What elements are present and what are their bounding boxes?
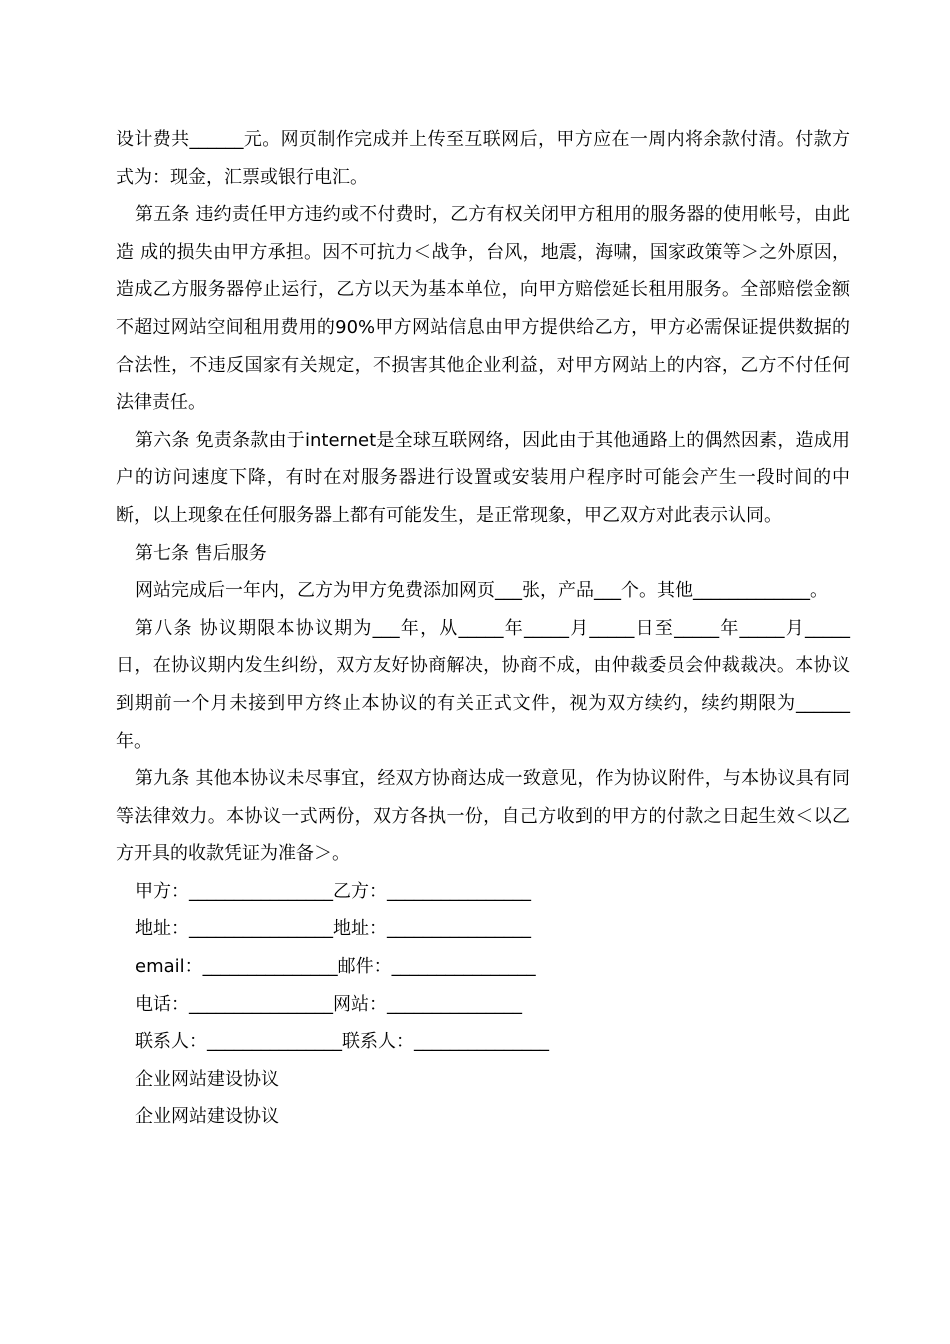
article-8-paragraph: 第八条 协议期限本协议期为___年，从_____年_____月_____日至_____年_____月_____日，在协议期内发生纠纷，双方友好协商解决，协商不成，由仲裁委员会仲裁裁决。本协议到期前一个月未接到甲方终止本协议的有关正式文件，视为双方续约，续约期限为______年。 [116,617,850,752]
article-6-paragraph: 第六条 免责条款由于internet是全球互联网络，因此由于其他通路上的偶然因素，造成用户的访问速度下降，有时在对服务器进行设置或安装用户程序时可能会产生一段时间的中断，以上现象在任何服务器上都有可能发生，是正常现象，甲乙双方对此表示认同。 [116,429,850,526]
address-field-row: 地址：________________地址：________________ [135,918,531,940]
payment-paragraph: 设计费共______元。网页制作完成并上传至互联网后，甲方应在一周内将余款付清。付款方式为：现金，汇票或银行电汇。 [116,129,850,188]
article-7-heading: 第七条 售后服务 [135,542,267,564]
article-5-paragraph: 第五条 违约责任甲方违约或不付费时，乙方有权关闭甲方租用的服务器的使用帐号，由此造 成的损失由甲方承担。因不可抗力＜战争，台风，地震，海啸，国家政策等＞之外原因，造成乙方服务器停止运行，乙方以天为基本单位，向甲方赔偿延长租用服务。全部赔偿金额不超过网站空间租用费用的90%甲方网站信息由甲方提供给乙方，甲方必需保证提供数据的合法性，不违反国家有关规定，不损害其他企业利益，对甲方网站上的内容，乙方不付任何法律责任。 [116,204,850,414]
party-field-row: 甲方：________________乙方：________________ [135,880,531,902]
after-sales-paragraph: 网站完成后一年内，乙方为甲方免费添加网页___张，产品___个。其他_____________。 [135,580,828,602]
contact-field-row: 联系人：_______________联系人：_______________ [135,1031,549,1053]
document-title-repeat: 企业网站建设协议 [135,1106,279,1128]
document-title: 企业网站建设协议 [135,1068,279,1090]
contract-text [116,121,850,1136]
article-9-paragraph: 第九条 其他本协议未尽事宜，经双方协商达成一致意见，作为协议附件，与本协议具有同等法律效力。本协议一式两份，双方各执一份，自己方收到的甲方的付款之日起生效＜以乙方开具的收款凭证为准备＞。 [116,768,850,865]
phone-website-field-row: 电话：________________网站：_______________ [135,993,522,1015]
email-field-row: email：_______________邮件：________________ [135,956,536,978]
